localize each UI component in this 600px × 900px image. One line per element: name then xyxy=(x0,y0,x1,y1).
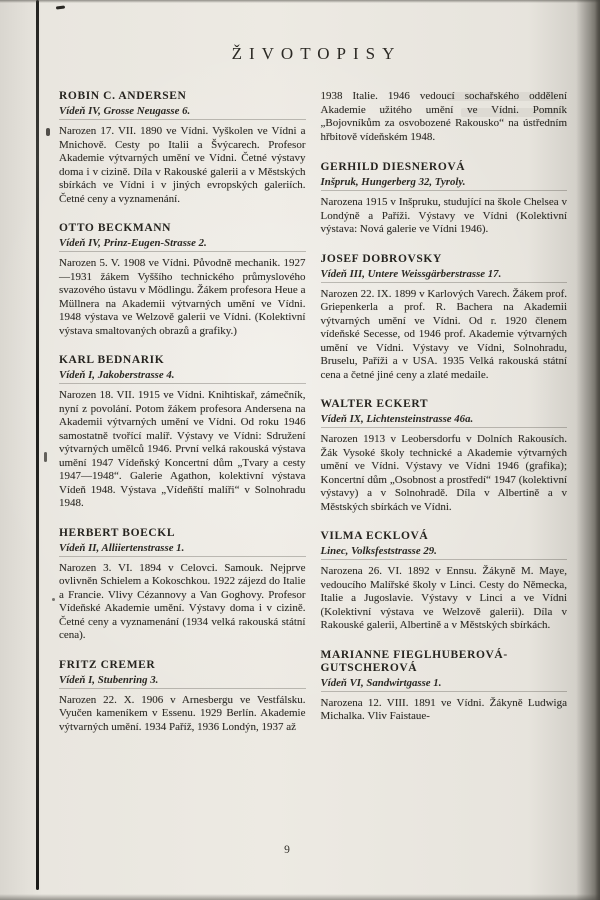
scan-speck xyxy=(46,128,50,136)
bio-entry xyxy=(321,530,568,633)
entry-name: MARIANNE FIEGLHUBEROVÁ-GUTSCHEROVÁ xyxy=(320,648,508,674)
continuation-paragraph: 1938 Italie. 1946 vedoucí sochařského oddělení Akademie užitého umění ve Vídni. Pomník „Bojovníkům za osvobozené Rakousko“ na ústředním hřbitově vídeňském 1948. xyxy=(320,90,567,143)
entry-body: Narozen 22. X. 1906 v Arnesbergu ve Vestfálsku. Vyučen kameníkem v Essenu. 1929 Berlín. Akademie výtvarných umění. 1934 Paříž, 1936 Londýn, 1937 až xyxy=(59,693,306,733)
entry-address: Linec, Volksfeststrasse 29. xyxy=(321,545,568,560)
left-column xyxy=(59,90,306,750)
bio-entry xyxy=(321,161,568,237)
entry-body: Narozen 5. V. 1908 ve Vídni. Původně mechanik. 1927—1931 žákem Vyššího technického průmyslového svazového ústavu v Mödlingu. Žákem profesora Heue a Müllnera na Akademii výtvarných umění ve Vídni. 1948 výstava ve Welzově galerii ve Vídni. (Kolektivní výstava smaltovaných obrazů a grafiky.) xyxy=(59,257,306,337)
scan-speck xyxy=(44,452,47,462)
entry-address: Vídeň III, Untere Weissgärberstrasse 17. xyxy=(321,268,568,283)
entry-body: Narozena 26. VI. 1892 v Ennsu. Žákyně M. Maye, vedoucího Malířské školy v Linci. Cesty do Německa, Italie a Jugoslavie. Výstavy v Linci a ve Vídni (Kolektivní výstava ve Welzově galerii). Díla v Rakouské galerii, Albertině a v Městských sbírkách. xyxy=(320,565,567,631)
right-column xyxy=(321,90,568,750)
entry-name: WALTER ECKERT xyxy=(320,398,429,410)
entry-body: Narozen 22. IX. 1899 v Karlových Varech. Žákem prof. Griepenkerla a prof. R. Bachera na Akademii výtvarných umění ve Vídni. Od r. 1920 členem vídeňské Secesse, od 1946 prof. Akademie výtvarných umění ve Vídni. Výstavy ve Vídni, Solnohradu, Bruselu, Paříži a v USA. 1935 Velká rakouská státní cena a četné jiné ceny a zlaté medaile. xyxy=(320,287,567,381)
two-column-layout xyxy=(59,90,567,750)
page-number: 9 xyxy=(284,844,290,856)
entry-address: Vídeň IV, Grosse Neugasse 6. xyxy=(59,105,306,120)
entry-name: OTTO BECKMANN xyxy=(59,222,172,234)
scan-speck xyxy=(52,598,55,601)
entry-name: KARL BEDNARIK xyxy=(59,354,165,366)
page-content xyxy=(59,44,567,750)
entry-address: Vídeň IV, Prinz-Eugen-Strasse 2. xyxy=(59,237,306,252)
entry-body: Narozena 12. VIII. 1891 ve Vídni. Žákyně Ludwiga Michalka. Vliv Faistaue- xyxy=(320,696,567,722)
entry-name: FRITZ CREMER xyxy=(59,658,156,671)
scan-right-edge-shadow xyxy=(576,0,600,900)
bio-entry xyxy=(321,649,568,724)
entry-address: Vídeň I, Jakoberstrasse 4. xyxy=(59,369,306,384)
scan-top-edge-shadow xyxy=(0,0,600,3)
bio-entry xyxy=(59,90,306,206)
entry-body: Narozen 3. VI. 1894 v Celovci. Samouk. Nejprve ovlivněn Schielem a Kokoschkou. 1922 zájezd do Italie a Francie. Vlivy Cézannovy a Van Goghovy. Profesor Vídeňské Akademie umění. Výstavy doma i v cizině. Četné ceny a vyznamenání (1934 velká rakouská státní cena). xyxy=(59,561,306,641)
scan-gutter-line xyxy=(36,0,39,890)
entry-name: JOSEF DOBROVSKY xyxy=(320,252,442,265)
bio-entry xyxy=(321,398,568,514)
entry-body: Narozen 1913 v Leobersdorfu v Dolních Rakousích. Žák Vysoké školy technické a Akademie výtvarných umění ve Vídni. Výstavy ve Vídni 1946 (grafika); Koncertní dům „Osobnost a prostředí“ 1947 (kolektivní výstavy) a v Solnohradě. Díla v Albertině a v Městských sbírkách ve Vídni. xyxy=(320,433,567,513)
entry-address: Vídeň VI, Sandwirtgasse 1. xyxy=(321,677,568,692)
page-title: ŽIVOTOPISY xyxy=(231,44,402,63)
entry-name: VILMA ECKLOVÁ xyxy=(320,530,429,542)
entry-body: Narozen 17. VII. 1890 ve Vídni. Vyškolen ve Vídni a Mnichově. Cesty po Italii a Švýcarech. Profesor Akademie výtvarných umění ve Vídni. Četné výstavy doma i v cizině. Díla v Rakouské galerii a v Městských sbírkách ve Vídni i v jiných evropských galeriích. Četné ceny a vyznamenání. xyxy=(59,125,306,205)
entry-address: Vídeň IX, Lichtensteinstrasse 46a. xyxy=(321,413,568,428)
bio-entry xyxy=(59,659,306,735)
bio-entry xyxy=(59,222,306,338)
entry-address: Inšpruk, Hungerberg 32, Tyroly. xyxy=(321,176,568,191)
scan-bottom-edge-shadow xyxy=(0,894,600,900)
bio-entry xyxy=(321,253,568,383)
entry-body: Narozen 18. VII. 1915 ve Vídni. Knihtiskař, zámečník, nyní z povolání. Potom žákem profesora Andersena na Akademii výtvarných umění ve Vídni. Od roku 1946 samostatně tvořící malíř. Výstavy ve Vídni: Sdružení výtvarných umělců 1946. První velká rakouská výstava umění 1947 Vídeňský Koncertní dům „Tvary a cesty 1947—1948“. Galerie Agathon, kolektivní výstava Vídeň 1948. Výstava „Vídeňští malíři“ v Solnohradu 1948. xyxy=(59,389,306,509)
entry-address: Vídeň I, Stubenring 3. xyxy=(59,674,306,689)
entry-address: Vídeň II, Alliiertenstrasse 1. xyxy=(59,542,306,557)
entry-body: Narozena 1915 v Inšpruku, studující na škole Chelsea v Londýně a Paříži. Výstavy ve Vídni (Kolektivní výstava: Nová galerie ve Vídni 1946). xyxy=(320,196,567,235)
bio-entry xyxy=(59,527,306,643)
entry-name: GERHILD DIESNEROVÁ xyxy=(320,161,466,173)
entry-name: ROBIN C. ANDERSEN xyxy=(59,90,187,102)
scan-speck xyxy=(56,5,65,9)
bio-entry xyxy=(59,354,306,511)
entry-name: HERBERT BOECKL xyxy=(59,526,176,539)
